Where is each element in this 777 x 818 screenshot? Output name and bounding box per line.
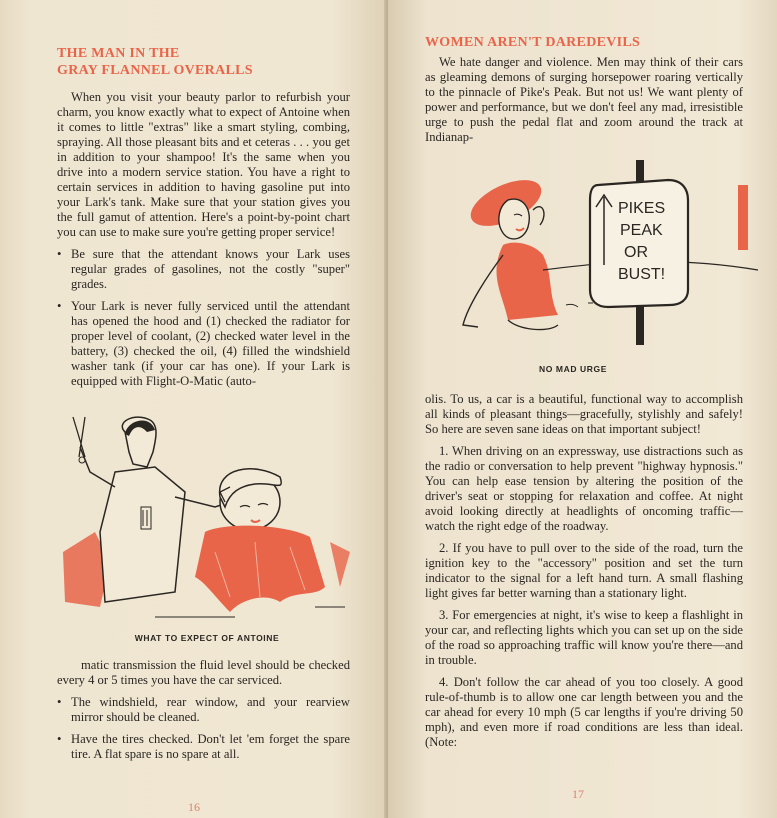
right-body-top: [425, 55, 743, 152]
bullet-text: Be sure that the attendant knows your Lark uses regular grades of gasolines, not the costly "super" grades.: [71, 247, 350, 291]
pikes-peak-illustration: [448, 155, 768, 355]
left-illustration-caption: WHAT TO EXPECT OF ANTOINE: [134, 633, 280, 643]
left-body-bottom: [57, 658, 350, 769]
left-body-top: [57, 90, 350, 396]
bullet-item-regular-gas: [57, 247, 350, 292]
bullet-text: Have the tires checked. Don't let 'em forget the spare tire. A flat spare is no spare at all.: [71, 732, 350, 761]
page-number-right: 17: [572, 787, 584, 801]
bullet-item-windshield: [57, 695, 350, 725]
bullet-dot: •: [57, 247, 62, 261]
right-heading: WOMEN AREN'T DAREDEVILS: [425, 35, 641, 50]
safety-item-1: 1. When driving on an expressway, use distractions such as the radio or conversation to help prevent "highway hypnosis." You can help ease tension by altering the position of the driver's seat or stopping for relaxation and coffee. At night avoid looking directly at headlights of oncoming traffic—watch the right edge of the roadway.: [425, 444, 743, 533]
bullet-item-hood-check: [57, 299, 350, 389]
bullet-text: Your Lark is never fully serviced until the attendant has opened the hood and (1) checked the radiator for proper level of coolant, (2) checked water level in the battery, (3) checked the oil, (4) filled the windshield washer tank (if your car has one). If your Lark is equipped with Flight-O-Matic (auto-: [71, 299, 350, 388]
right-body-bottom: [425, 392, 743, 757]
sign-text-bust: BUST!: [618, 266, 666, 283]
left-intro-paragraph: When you visit your beauty parlor to refurbish your charm, you know exactly what to expect of Antoine when it comes to little "extras" like a smart styling, combing, spraying. All those pleasant bits and et ceteras . . . you get in addition to your shampoo! It's the same when you drive into a modern service station. You have a right to certain services in addition to having gasoline put into your Lark's tank. Make sure that your station gives you the full gamut of attention. Here's a point-by-point chart you can use to make sure you're getting proper service!: [57, 90, 350, 239]
bullet-item-tires: [57, 732, 350, 762]
right-page: [388, 0, 777, 818]
bullet-dot: •: [57, 695, 62, 709]
left-heading: [57, 45, 357, 79]
bullet-dot: •: [57, 299, 62, 313]
safety-item-4: 4. Don't follow the car ahead of you too closely. A good rule-of-thumb is to allow one car length between you and the car ahead for every 10 mph (5 car lengths if you're driving 50 mph), and even more if road conditions are less than ideal. (Note:: [425, 675, 743, 749]
page-number-left: 16: [188, 800, 200, 814]
safety-item-3: 3. For emergencies at night, it's wise to keep a flashlight in your car, and reflecting lights which you can set up on the side of the road so approaching traffic will know you're there—and in trouble.: [425, 608, 743, 667]
sign-text-or: OR: [624, 244, 648, 261]
sign-text-peak: PEAK: [620, 222, 663, 239]
sign-text-pikes: PIKES: [618, 200, 666, 217]
right-intro-paragraph: We hate danger and violence. Men may think of their cars as gleaming demons of surging horsepower roaring vertically to the pinnacle of Pike's Peak. But not us! We want plenty of power and performance, but we don't feel any mad, irresistible urge to push the pedal flat and zoom around the track at Indianap-: [425, 55, 743, 144]
bullet-text: The windshield, rear window, and your rearview mirror should be cleaned.: [71, 695, 350, 724]
safety-item-2: 2. If you have to pull over to the side of the road, turn the ignition key to the "accessory" position and set the turn indicator to the signal for a left hand turn. A small flashing light gives far better warning than a stationary light.: [425, 541, 743, 600]
left-continued-text: matic transmission the fluid level should be checked every 4 or 5 times you have the car serviced.: [57, 658, 350, 687]
right-continued-paragraph: olis. To us, a car is a beautiful, functional way to accomplish all kinds of pleasant things—gracefully, stylishly and safely! So here are seven sane ideas on that important subject!: [425, 392, 743, 436]
left-page: [0, 0, 388, 818]
right-illustration-caption: NO MAD URGE: [539, 364, 607, 374]
antoine-illustration: [55, 412, 355, 627]
left-heading-line1: THE MAN IN THE: [57, 46, 180, 61]
left-heading-line2: GRAY FLANNEL OVERALLS: [57, 63, 253, 78]
bullet-dot: •: [57, 732, 62, 746]
